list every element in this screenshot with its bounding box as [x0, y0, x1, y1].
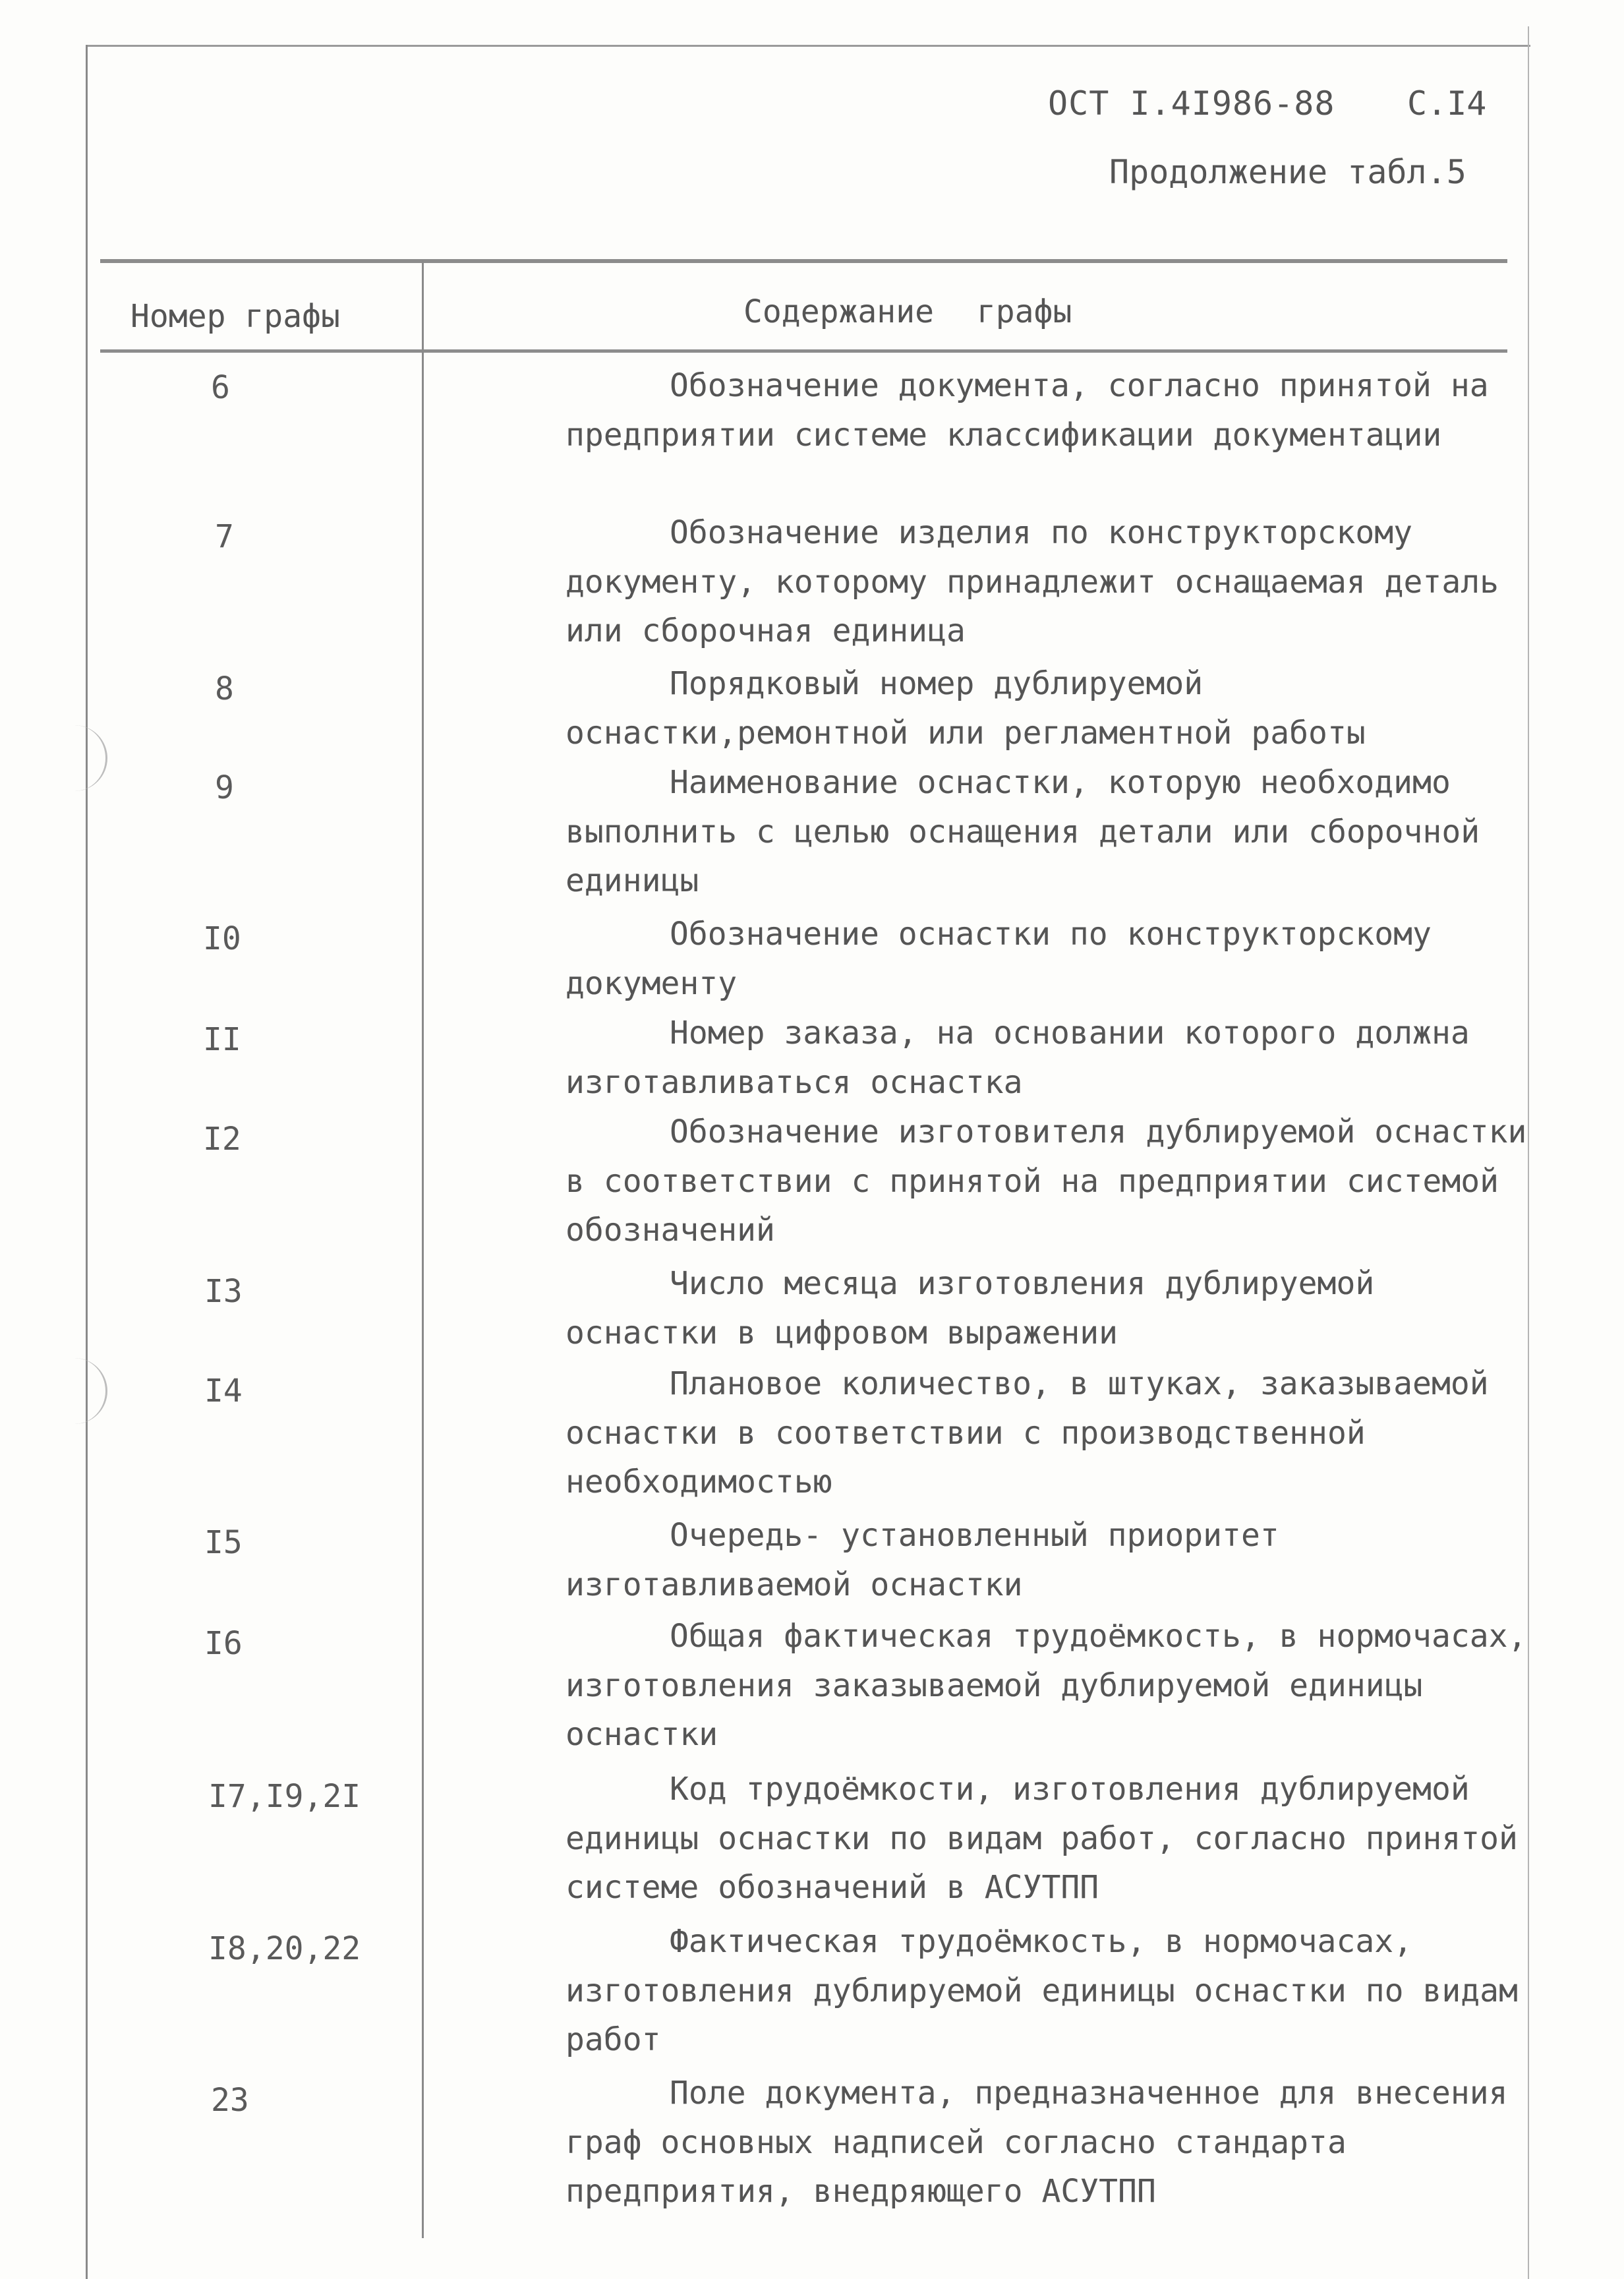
binding-hole-mark: [46, 1358, 107, 1424]
row-number: I4: [204, 1373, 243, 1409]
row-content: Обозначение оснастки по конструкторскому документу: [566, 916, 1432, 1002]
row-number: I7,I9,2I: [208, 1778, 361, 1815]
column-header-number: Номер графы: [130, 298, 340, 335]
frame-left-line: [86, 45, 88, 2279]
table-column-separator: [422, 260, 424, 2238]
row-number: 6: [211, 369, 230, 406]
row-number: I3: [204, 1273, 243, 1310]
binding-hole-mark: [46, 725, 107, 791]
row-content: Число месяца изготовления дублируемой оснастки в цифровом выражении: [566, 1265, 1375, 1351]
document-code: ОСТ I.4I986-88: [1048, 84, 1335, 123]
row-content: Номер заказа, на основании которого должна изготавливаться оснастка: [566, 1015, 1470, 1101]
row-number: I6: [204, 1625, 243, 1662]
row-number: I5: [204, 1524, 243, 1561]
row-content: Плановое количество, в штуках, заказываемой оснастки в соответствии с производственной необходимостью: [566, 1365, 1489, 1500]
row-content: Код трудоёмкости, изготовления дублируемой единицы оснастки по видам работ, согласно принятой системе обозначений в АСУТПП: [566, 1771, 1518, 1906]
row-number: I0: [203, 920, 241, 957]
row-number: I2: [203, 1121, 241, 1158]
table-top-rule: [100, 259, 1507, 263]
row-number: 9: [215, 769, 234, 806]
row-content: Очередь- установленный приоритет изготавливаемой оснастки: [566, 1517, 1279, 1603]
row-content: Общая фактическая трудоёмкость, в нормочасах, изготовления заказываемой дублируемой единицы оснастки: [566, 1618, 1527, 1753]
row-content: Обозначение изделия по конструкторскому документу, которому принадлежит оснащаемая деталь или сборочная единица: [566, 514, 1499, 649]
column-header-content: Содержание графы: [743, 293, 1072, 330]
row-content: Обозначение документа, согласно принятой на предприятии системе классификации документации: [566, 367, 1489, 454]
row-number: 7: [215, 518, 234, 555]
row-number: 8: [215, 670, 234, 707]
row-content: Наименование оснастки, которую необходимо выполнить с целью оснащения детали или сборочной единицы: [566, 764, 1480, 899]
row-number: I8,20,22: [208, 1930, 361, 1967]
row-content: Фактическая трудоёмкость, в нормочасах, изготовления дублируемой единицы оснастки по видам работ: [566, 1923, 1518, 2058]
table-header-rule: [100, 349, 1507, 353]
page-number: С.I4: [1407, 84, 1487, 123]
row-content: Поле документа, предназначенное для внесения граф основных надписей согласно стандарта предприятия, внедряющего АСУТПП: [566, 2075, 1508, 2210]
row-content: Порядковый номер дублируемой оснастки,ремонтной или регламентной работы: [566, 665, 1366, 752]
table-continuation-label: Продолжение табл.5: [1109, 153, 1466, 191]
frame-top-line: [86, 45, 1530, 47]
row-number: II: [203, 1021, 241, 1058]
row-content: Обозначение изготовителя дублируемой оснастки в соответствии с принятой на предприятии системой обозначений: [566, 1113, 1527, 1249]
row-number: 23: [211, 2082, 249, 2119]
